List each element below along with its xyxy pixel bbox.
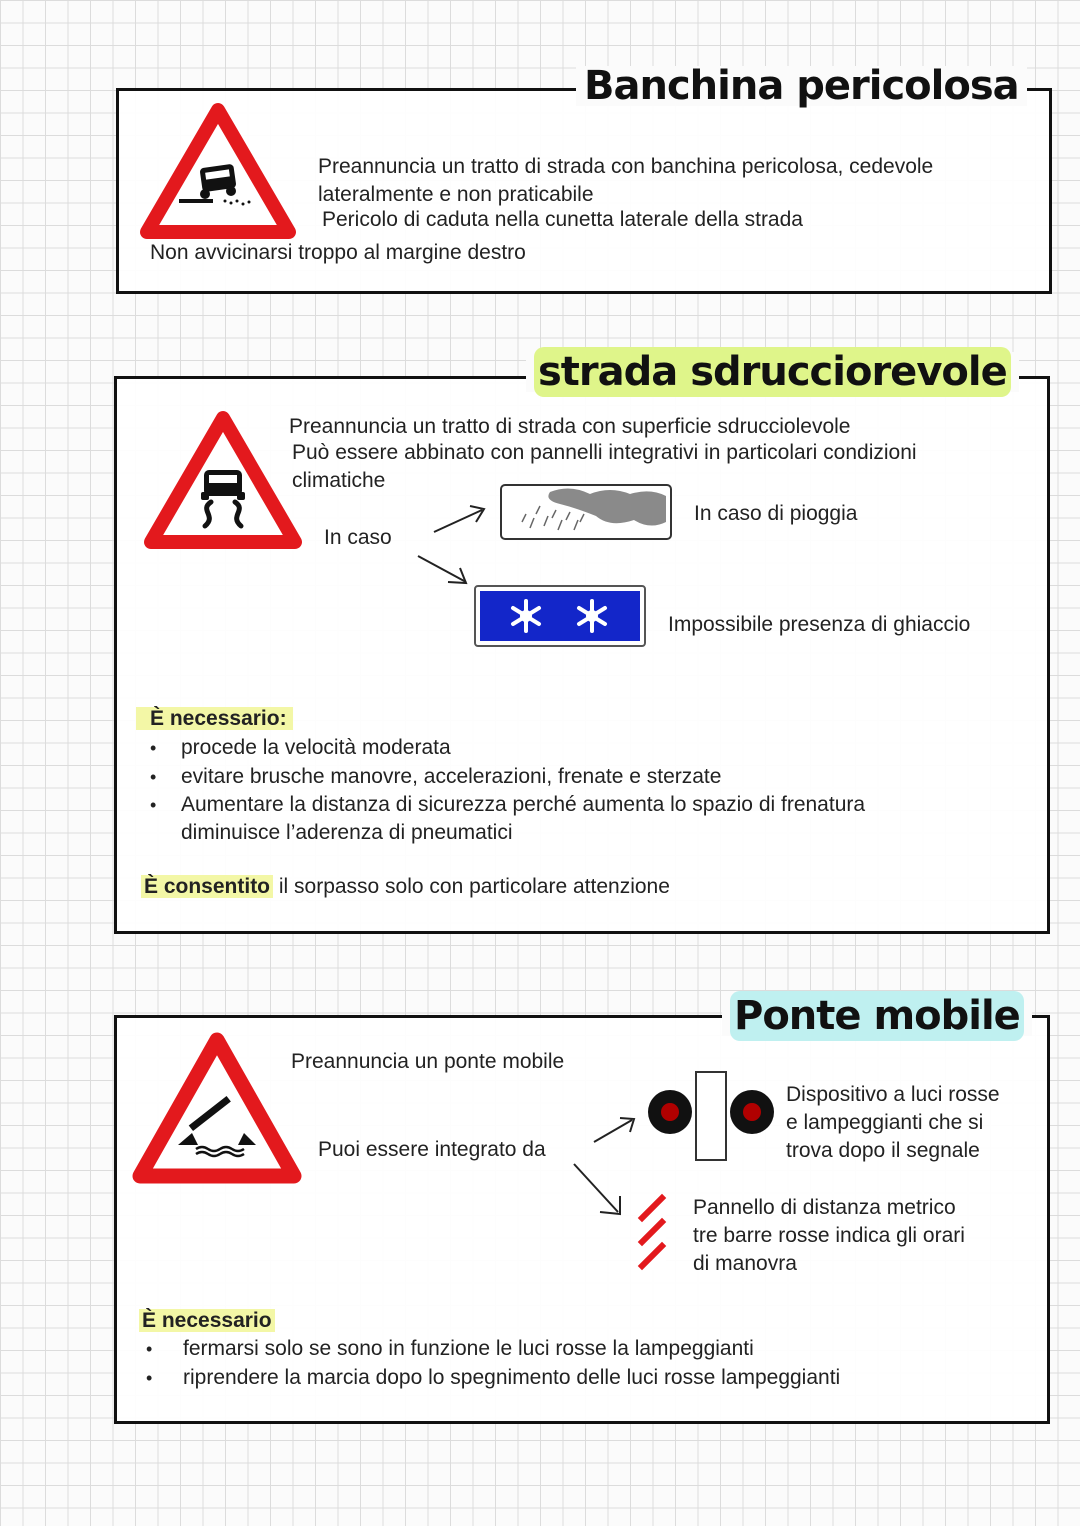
dangerous-shoulder-sign-icon [143, 104, 293, 238]
lights-line-3: trova dopo il segnale [786, 1139, 980, 1162]
necessario-label-text: È necessario: [136, 707, 293, 730]
distance-panel-icon [636, 1192, 668, 1272]
necessario-label-text: È necessario [139, 1309, 275, 1332]
section-title-strada [526, 349, 1019, 395]
rain-label: In caso di pioggia [694, 502, 858, 525]
necessario-list [144, 734, 865, 820]
strada-line-1: Preannuncia un tratto di strada con superficie sdrucciolevole [289, 415, 851, 438]
arrow-down-icon [414, 552, 474, 588]
title-text: Ponte mobile [730, 991, 1024, 1041]
section-title-ponte [722, 993, 1032, 1039]
arrow-up-icon [590, 1112, 640, 1146]
banchina-line-3: Pericolo di caduta nella cunetta laterale della strada [322, 208, 803, 231]
banchina-line-4: Non avvicinarsi troppo al margine destro [150, 241, 526, 264]
ice-label: Impossibile presenza di ghiaccio [668, 613, 971, 636]
necessario-continuation: diminuisce l’aderenza di pneumatici [181, 821, 513, 844]
ice-panel-icon [474, 585, 646, 647]
flashing-red-lights-icon [646, 1070, 778, 1162]
panel-line-2: tre barre rosse indica gli orari [693, 1224, 965, 1247]
banchina-line-2: lateralmente e non praticabile [318, 183, 594, 206]
arrow-up-icon [430, 500, 490, 536]
arrow-down-icon [570, 1160, 630, 1220]
section-title-banchina [576, 63, 1027, 109]
necessario-label [136, 705, 293, 733]
in-caso-label: In caso [324, 526, 392, 549]
ponte-intro: Preannuncia un ponte mobile [291, 1050, 565, 1073]
lights-line-1: Dispositivo a luci rosse [786, 1083, 1000, 1106]
necessario-list [140, 1335, 840, 1392]
lights-line-2: e lampeggianti che si [786, 1111, 984, 1134]
list-item: • fermarsi solo se sono in funzione le luci rosse la lampeggianti [140, 1335, 840, 1364]
consentito-line [141, 873, 670, 901]
movable-bridge-sign-icon [134, 1033, 300, 1183]
rain-panel-icon [500, 484, 672, 540]
list-item: • riprendere la marcia dopo lo spegnimento delle luci rosse lampeggianti [140, 1364, 840, 1393]
slippery-road-sign-icon [147, 412, 299, 548]
necessario-label [139, 1307, 275, 1335]
panel-line-1: Pannello di distanza metrico [693, 1196, 956, 1219]
list-item: • Aumentare la distanza di sicurezza perché aumenta lo spazio di frenatura [144, 791, 865, 820]
title-text: Banchina pericolosa [584, 63, 1019, 109]
consentito-text: il sorpasso solo con particolare attenzione [273, 875, 670, 898]
list-item: • procede la velocità moderata [144, 734, 865, 763]
title-text: strada sdrucciorevole [534, 347, 1011, 397]
ponte-integrato: Puoi essere integrato da [318, 1138, 546, 1161]
panel-line-3: di manovra [693, 1252, 797, 1275]
strada-line-3: climatiche [292, 469, 386, 492]
strada-line-2: Può essere abbinato con pannelli integrativi in particolari condizioni [292, 441, 917, 464]
list-item: • evitare brusche manovre, accelerazioni, frenate e sterzate [144, 763, 865, 792]
consentito-label: È consentito [141, 875, 273, 898]
banchina-line-1: Preannuncia un tratto di strada con banchina pericolosa, cedevole [318, 155, 934, 178]
